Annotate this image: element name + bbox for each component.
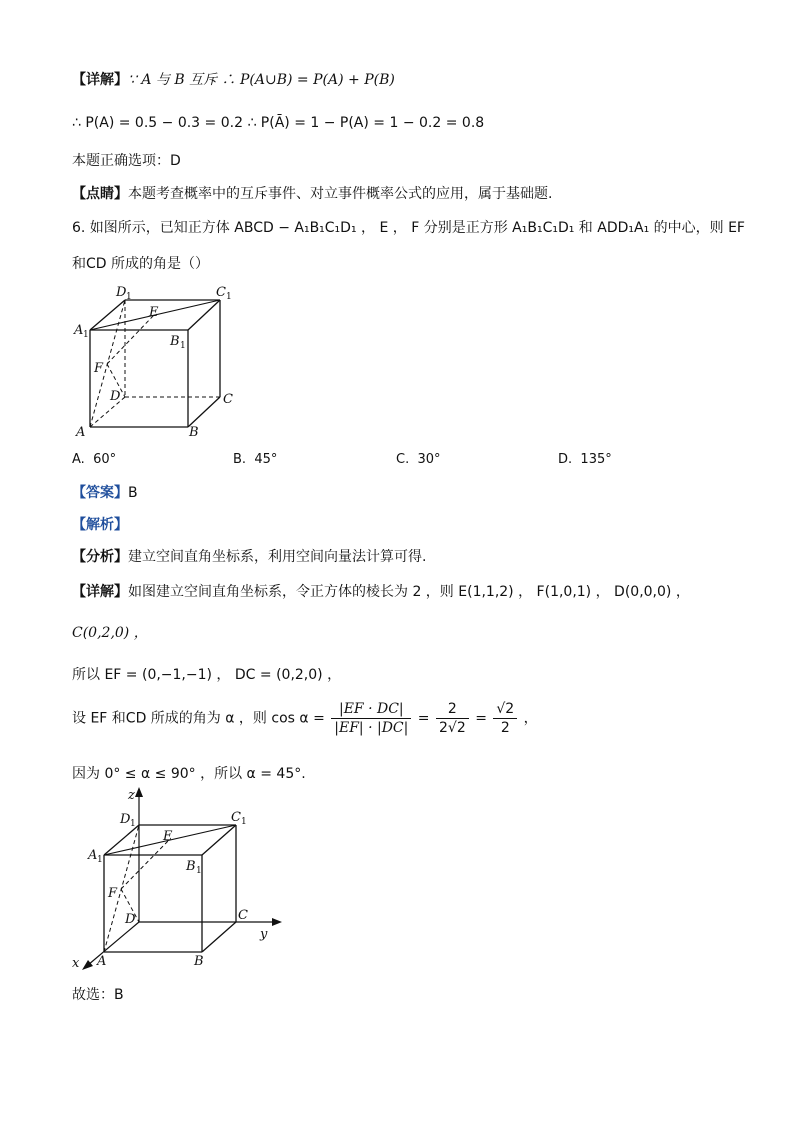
- label-D1-sub: 1: [126, 292, 132, 302]
- label2-A1: A: [88, 848, 98, 863]
- detail-coords-text: 如图建立空间直角坐标系，令正方体的棱长为 2 ，则 E(1,1,2) ， F(1,0,1) ， D(0,0,0) ，: [128, 584, 690, 600]
- label-B1-sub: 1: [180, 341, 186, 351]
- label-F: F: [94, 361, 104, 376]
- svg-text:1: 1: [97, 855, 103, 865]
- axis-label-x: x: [72, 956, 80, 971]
- cosine-prefix: 设 EF 和CD 所成的角为 α ，则 cos α =: [72, 710, 325, 727]
- choice-d: D. 135°: [558, 452, 612, 467]
- correct-option-line: 本题正确选项：D: [72, 153, 181, 169]
- label2-C1: C: [231, 810, 241, 825]
- label-D1: D: [116, 285, 127, 300]
- choice-b: B. 45°: [233, 452, 278, 467]
- label-C1: C: [216, 285, 226, 300]
- axis-label-z: z: [128, 788, 135, 803]
- label2-B1: B: [186, 859, 196, 874]
- answer-label: 【答案】: [72, 485, 128, 501]
- label2-F: F: [108, 886, 118, 901]
- label2-A: A: [97, 954, 107, 969]
- detail-line-1: [72, 70, 395, 90]
- detail-label: 【详解】: [72, 72, 128, 88]
- analysis-sub-label: 【分析】: [72, 549, 128, 565]
- cube-axes-figure: [70, 785, 300, 975]
- question-6-stem-line-1: 6. 如图所示，已知正方体 ABCD − A₁B₁C₁D₁ ， E ， F 分别是正方形 A₁B₁C₁D₁ 和 ADD₁A₁ 的中心，则 EF: [72, 220, 745, 236]
- angle-range-line: 因为 0° ≤ α ≤ 90° ，所以 α = 45°.: [72, 766, 306, 782]
- solution-detail-label: 【详解】: [72, 584, 128, 600]
- answer-line: [72, 483, 138, 503]
- label-A1-sub: 1: [83, 330, 89, 340]
- cube-figure: [70, 282, 250, 442]
- analysis-text: 建立空间直角坐标系，利用空间向量法计算可得.: [128, 549, 427, 565]
- label2-B: B: [194, 954, 204, 969]
- label-C: C: [223, 392, 233, 407]
- axis-label-y: y: [260, 927, 268, 942]
- final-choice-line: 故选：B: [72, 987, 124, 1003]
- cosine-fraction-1: $\frac{|EF \cdot DC|}{|EF| \cdot |DC|}$: [331, 700, 411, 737]
- detail-coord-line: [72, 582, 690, 602]
- comment-label: 【点睛】: [72, 186, 128, 202]
- label-E: E: [149, 305, 159, 320]
- label2-D1: D: [120, 812, 131, 827]
- label2-D: D: [125, 912, 136, 927]
- label2-C: C: [238, 908, 248, 923]
- comment-text: 本题考查概率中的互斥事件、对立事件概率公式的应用，属于基础题.: [128, 186, 553, 202]
- label-B: B: [189, 425, 199, 440]
- comment-line: [72, 184, 552, 204]
- cosine-fraction-2: $\frac{2}{2√2}$: [436, 700, 469, 737]
- label-D: D: [110, 389, 121, 404]
- analysis-line: [72, 547, 426, 567]
- choice-c: C. 30°: [396, 452, 441, 467]
- question-6-stem-line-2: 和CD 所成的角是（）: [72, 256, 210, 272]
- analysis-label: 【解析】: [72, 517, 128, 533]
- label-C1-sub: 1: [226, 292, 232, 302]
- svg-text:1: 1: [196, 866, 202, 876]
- label-A1: A: [74, 323, 84, 338]
- svg-text:1: 1: [130, 819, 136, 829]
- coordinate-c-line: C(0,2,0) ，: [72, 625, 148, 641]
- cosine-fraction-3: $\frac{√2}{2}$: [493, 700, 517, 737]
- label-A: A: [76, 425, 86, 440]
- answer-value: B: [128, 485, 138, 501]
- vectors-line: 所以 EF = (0,−1,−1) ， DC = (0,2,0) ，: [72, 667, 342, 683]
- probability-formula-line: ∴ P(A) = 0.5 − 0.3 = 0.2 ∴ P(Ā) = 1 − P(A) = 1 − 0.2 = 0.8: [72, 115, 485, 131]
- svg-text:1: 1: [241, 817, 247, 827]
- cosine-line: 设 EF 和CD 所成的角为 α ，则 cos α = $\frac{|EF \cdot DC|}{|EF| \cdot |DC|}$ = $\frac{2}{2√2}$ = $\frac{√2}{2}$ ，: [72, 701, 538, 736]
- formula-mutual-exclusive: ∵ A 与 B 互斥 ∴ P(A∪B) = P(A) + P(B): [128, 72, 395, 88]
- choice-a: A. 60°: [72, 452, 117, 467]
- label-B1: B: [170, 334, 180, 349]
- label2-E: E: [163, 829, 173, 844]
